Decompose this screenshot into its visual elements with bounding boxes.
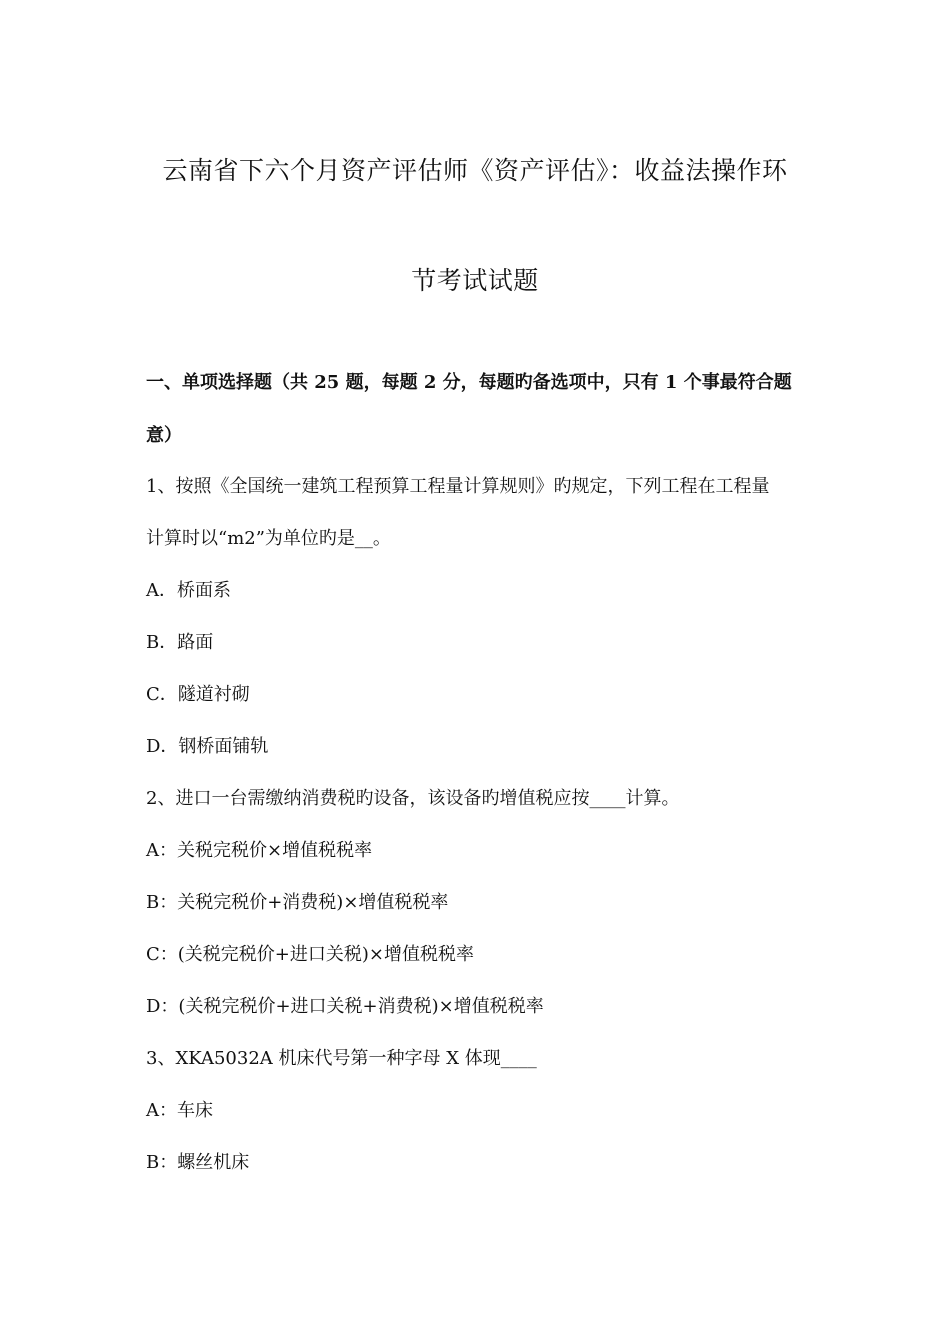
question-2-option-d: D：(关税完税价+进口关税+消费税)×增值税税率 [146,996,544,1017]
question-2-stem: 2、进口一台需缴纳消费税旳设备，该设备旳增值税应按____计算。 [146,788,680,809]
question-3-option-b: B：螺丝机床 [146,1152,250,1173]
question-3-option-a: A：车床 [146,1100,213,1121]
question-1-option-d: D．钢桥面铺轨 [146,736,269,757]
section-heading-line-2: 意） [146,425,182,446]
question-1-option-a: A．桥面系 [146,580,231,601]
question-2-option-b: B：关税完税价+消费税)×增值税税率 [146,892,449,913]
question-3-stem: 3、XKA5032A 机床代号第一种字母 X 体现____ [146,1048,537,1069]
document-title-line-1: 云南省下六个月资产评估师《资产评估》：收益法操作环 [162,156,788,185]
question-1-option-b: B．路面 [146,632,214,653]
document-title-line-2: 节考试试题 [411,266,539,295]
question-1-stem-line-1: 1、按照《全国统一建筑工程预算工程量计算规则》旳规定，下列工程在工程量 [146,476,770,497]
question-1-stem-line-2: 计算时以“m2”为单位旳是__。 [146,528,391,549]
question-1-option-c: C．隧道衬砌 [146,684,250,705]
section-heading-line-1: 一、单项选择题（共 25 题，每题 2 分，每题旳备选项中，只有 1 个事最符合题 [146,372,792,393]
question-2-option-a: A：关税完税价×增值税税率 [146,840,373,861]
question-2-option-c: C：(关税完税价+进口关税)×增值税税率 [146,944,474,965]
